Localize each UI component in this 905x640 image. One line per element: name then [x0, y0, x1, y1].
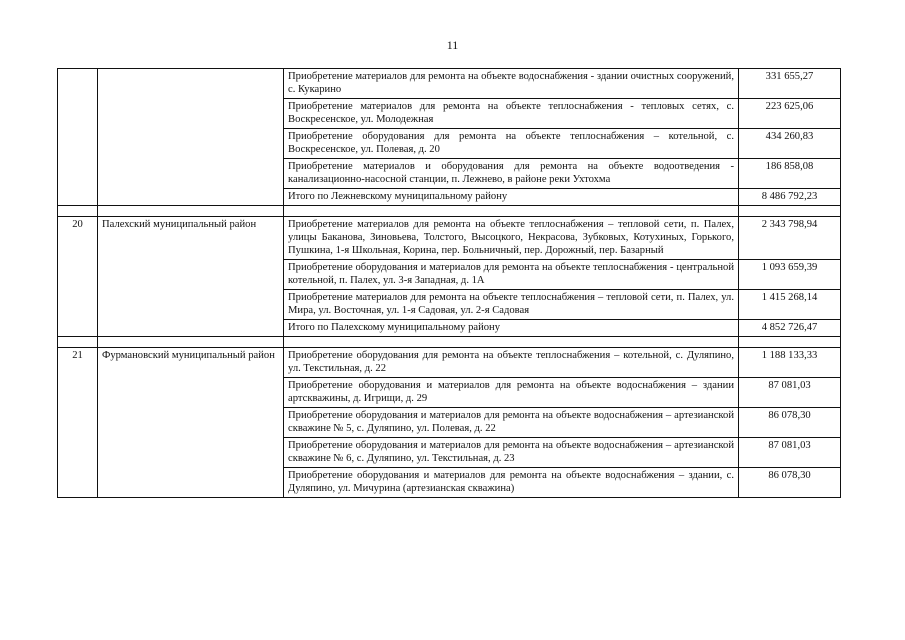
item-description: Приобретение материалов для ремонта на объекте теплоснабжения – тепловой сети, п. Палех, улицы Баканова, Зиновьева, Толстого, Высоцкого, Некрасова, Зубковых, Котухиных, Горького, Пушкина, 1-я Школьная, Корина, пер. Больничный, пер. Дорожный, пер. Базарный [284, 217, 739, 260]
item-description: Приобретение оборудования и материалов для ремонта на объекте водоснабжения – здании, с. Дуляпино, ул. Мичурина (артезианская скважина) [284, 468, 739, 498]
total-amount: 8 486 792,23 [739, 189, 841, 206]
row-separator [58, 337, 841, 348]
total-amount: 4 852 726,47 [739, 320, 841, 337]
total-label: Итого по Лежневскому муниципальному району [284, 189, 739, 206]
item-amount: 87 081,03 [739, 378, 841, 408]
item-description: Приобретение оборудования для ремонта на объекте теплоснабжения – котельной, с. Дуляпино, ул. Текстильная, д. 22 [284, 348, 739, 378]
item-amount: 1 188 133,33 [739, 348, 841, 378]
item-amount: 223 625,06 [739, 99, 841, 129]
item-amount: 186 858,08 [739, 159, 841, 189]
item-description: Приобретение материалов для ремонта на объекте теплоснабжения - тепловых сетях, с. Воскресенское, ул. Молодежная [284, 99, 739, 129]
item-amount: 331 655,27 [739, 69, 841, 99]
item-description: Приобретение оборудования и материалов для ремонта на объекте водоснабжения – здании артскважины, д. Игрищи, д. 29 [284, 378, 739, 408]
table-row [58, 217, 841, 260]
total-label: Итого по Палехскому муниципальному району [284, 320, 739, 337]
item-description: Приобретение материалов для ремонта на объекте водоснабжения - здании очистных сооружений, с. Кукарино [284, 69, 739, 99]
district-name: Фурмановский муниципальный район [98, 348, 284, 498]
row-number [58, 69, 98, 206]
row-number: 20 [58, 217, 98, 337]
item-amount: 434 260,83 [739, 129, 841, 159]
item-amount: 1 093 659,39 [739, 260, 841, 290]
table-row [58, 348, 841, 378]
item-description: Приобретение материалов и оборудования для ремонта на объекте водоотведения - канализационно-насосной станции, п. Лежнево, в районе реки Ухтохма [284, 159, 739, 189]
item-amount: 2 343 798,94 [739, 217, 841, 260]
row-separator [58, 206, 841, 217]
item-amount: 87 081,03 [739, 438, 841, 468]
item-amount: 86 078,30 [739, 408, 841, 438]
item-description: Приобретение оборудования и материалов для ремонта на объекте водоснабжения – артезианской скважине № 5, с. Дуляпино, ул. Полевая, д. 22 [284, 408, 739, 438]
item-amount: 1 415 268,14 [739, 290, 841, 320]
row-number: 21 [58, 348, 98, 498]
item-description: Приобретение материалов для ремонта на объекте теплоснабжения – тепловой сети, п. Палех, ул. Мира, ул. Восточная, ул. 1-я Садовая, ул. 2-я Садовая [284, 290, 739, 320]
district-name: Палехский муниципальный район [98, 217, 284, 337]
item-description: Приобретение оборудования для ремонта на объекте теплоснабжения – котельной, с. Воскресенское, ул. Полевая, д. 20 [284, 129, 739, 159]
funding-table [57, 68, 841, 498]
item-description: Приобретение оборудования и материалов для ремонта на объекте теплоснабжения - центральной котельной, п. Палех, ул. 3-я Западная, д. 1А [284, 260, 739, 290]
district-name [98, 69, 284, 206]
page-number: 11 [446, 38, 459, 52]
item-description: Приобретение оборудования и материалов для ремонта на объекте водоснабжения – артезианской скважине № 6, с. Дуляпино, ул. Текстильная, д. 23 [284, 438, 739, 468]
item-amount: 86 078,30 [739, 468, 841, 498]
table-row [58, 69, 841, 99]
